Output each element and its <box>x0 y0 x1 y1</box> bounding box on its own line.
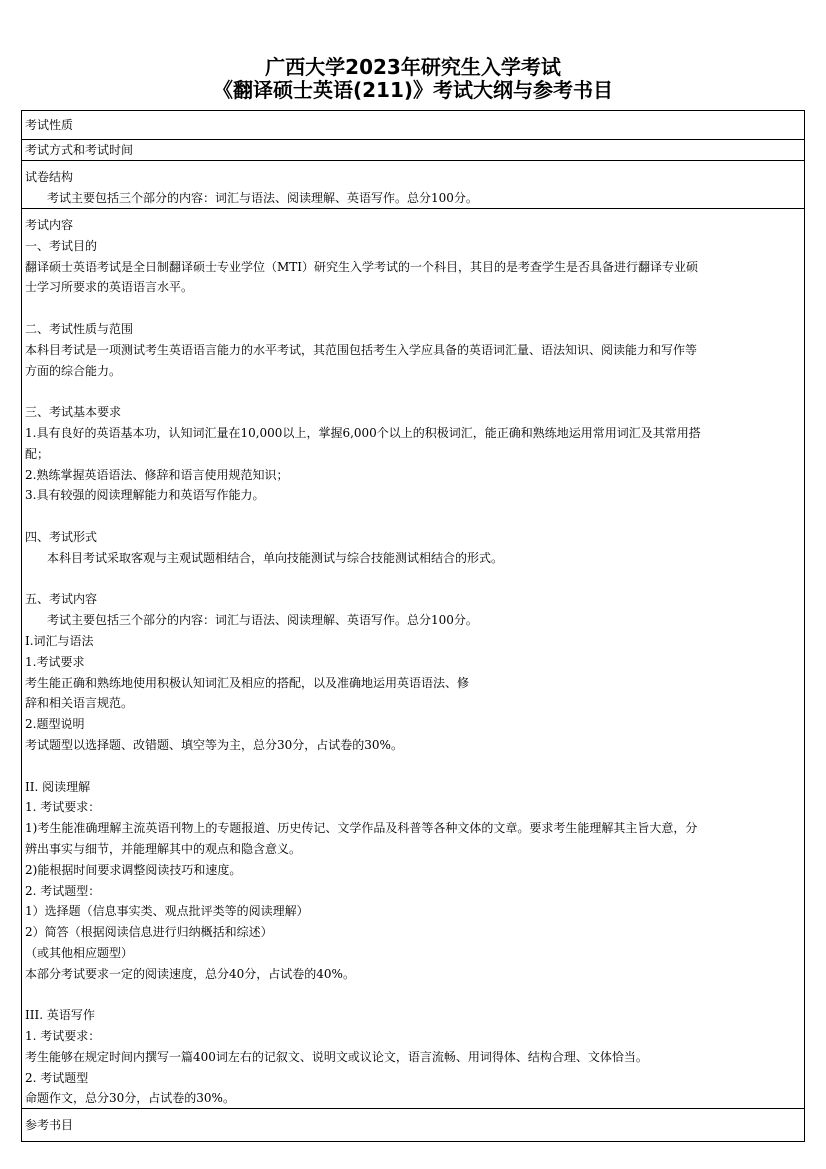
scope-text-1: 本科目考试是一项测试考生英语语言能力的水平考试，其范围包括考生入学应具备的英语词汇量、语法知识、阅读能力和写作等 <box>25 342 698 357</box>
requirements-text-4: 3.具有较强的阅读理解能力和英语写作能力。 <box>25 488 265 503</box>
reading-text-3: 2)能根据时间要求调整阅读技巧和速度。 <box>25 862 242 877</box>
document-title: 广西大学2023年研究生入学考试 <box>265 55 561 79</box>
structure-heading: 试卷结构 <box>25 170 74 184</box>
writing-heading: III. 英语写作 <box>25 1008 95 1023</box>
books-heading: 参考书目 <box>25 1118 74 1132</box>
exam-content-heading: 五、考试内容 <box>25 592 98 607</box>
vocab-requirements: 1.考试要求 <box>25 654 85 669</box>
syllabus-table <box>21 110 805 1142</box>
books-cell <box>21 1108 805 1142</box>
reading-text-7: 本部分考试要求一定的阅读速度，总分40分，占试卷的40%。 <box>25 966 355 981</box>
vocab-type: 2.题型说明 <box>25 717 85 732</box>
requirements-text-2: 配； <box>25 446 50 461</box>
purpose-heading: 一、考试目的 <box>25 238 98 253</box>
requirements-text-3: 2.熟练掌握英语语法、修辞和语言使用规范知识； <box>25 467 289 482</box>
purpose-text-1: 翻译硕士英语考试是全日制翻译硕士专业学位（MTI）研究生入学考试的一个科目，其目的是考查学生是否具备进行翻译专业硕 <box>25 259 699 274</box>
reading-requirements: 1. 考试要求： <box>25 800 101 815</box>
reading-text-5: 2）简答（根据阅读信息进行归纳概括和综述） <box>25 925 273 940</box>
nature-cell <box>21 110 805 139</box>
content-heading: 考试内容 <box>25 218 74 232</box>
reading-text-4: 1）选择题（信息事实类、观点批评类等的阅读理解） <box>25 904 309 919</box>
writing-text-1: 考生能够在规定时间内撰写一篇400词左右的记叙文、说明文或议论文，语言流畅、用词得体、结构合理、文体恰当。 <box>25 1049 648 1064</box>
writing-text-2: 命题作文，总分30分，占试卷的30%。 <box>25 1091 235 1106</box>
structure-cell <box>21 160 805 208</box>
document-subtitle: 《翻译硕士英语(211)》考试大纲与参考书目 <box>212 78 614 102</box>
vocab-text-3: 考试题型以选择题、改错题、填空等为主，总分30分，占试卷的30%。 <box>25 737 403 752</box>
writing-requirements: 1. 考试要求： <box>25 1029 101 1044</box>
vocab-text-2: 辞和相关语言规范。 <box>25 696 134 711</box>
nature-heading: 考试性质 <box>25 118 74 132</box>
format-text: 本科目考试采取客观与主观试题相结合，单向技能测试与综合技能测试相结合的形式。 <box>47 550 504 565</box>
writing-type: 2. 考试题型 <box>25 1070 89 1085</box>
requirements-text-1: 1.具有良好的英语基本功，认知词汇量在10,000以上，掌握6,000个以上的积极词汇，能正确和熟练地运用常用词汇及其常用搭 <box>25 425 701 440</box>
vocab-text-1: 考生能正确和熟练地使用积极认知词汇及相应的搭配，以及准确地运用英语语法、修 <box>25 675 470 690</box>
method-cell <box>21 139 805 160</box>
scope-text-2: 方面的综合能力。 <box>25 363 122 378</box>
structure-text: 考试主要包括三个部分的内容：词汇与语法、阅读理解、英语写作。总分100分。 <box>47 190 478 205</box>
method-heading: 考试方式和考试时间 <box>25 143 134 157</box>
requirements-heading: 三、考试基本要求 <box>25 405 122 420</box>
scope-heading: 二、考试性质与范围 <box>25 321 134 336</box>
purpose-text-2: 士学习所要求的英语语言水平。 <box>25 280 194 295</box>
exam-content-text: 考试主要包括三个部分的内容：词汇与语法、阅读理解、英语写作。总分100分。 <box>47 613 478 628</box>
reading-heading: II. 阅读理解 <box>25 779 91 794</box>
reading-text-1: 1)考生能准确理解主流英语刊物上的专题报道、历史传记、文学作品及科普等各种文体的文章。要求考生能理解其主旨大意，分 <box>25 821 698 836</box>
reading-text-6: （或其他相应题型） <box>25 945 134 960</box>
vocab-heading: I.词汇与语法 <box>25 633 94 648</box>
reading-type: 2. 考试题型： <box>25 883 101 898</box>
format-heading: 四、考试形式 <box>25 529 98 544</box>
reading-text-2: 辨出事实与细节，并能理解其中的观点和隐含意义。 <box>25 841 302 856</box>
content-cell <box>21 208 805 1108</box>
